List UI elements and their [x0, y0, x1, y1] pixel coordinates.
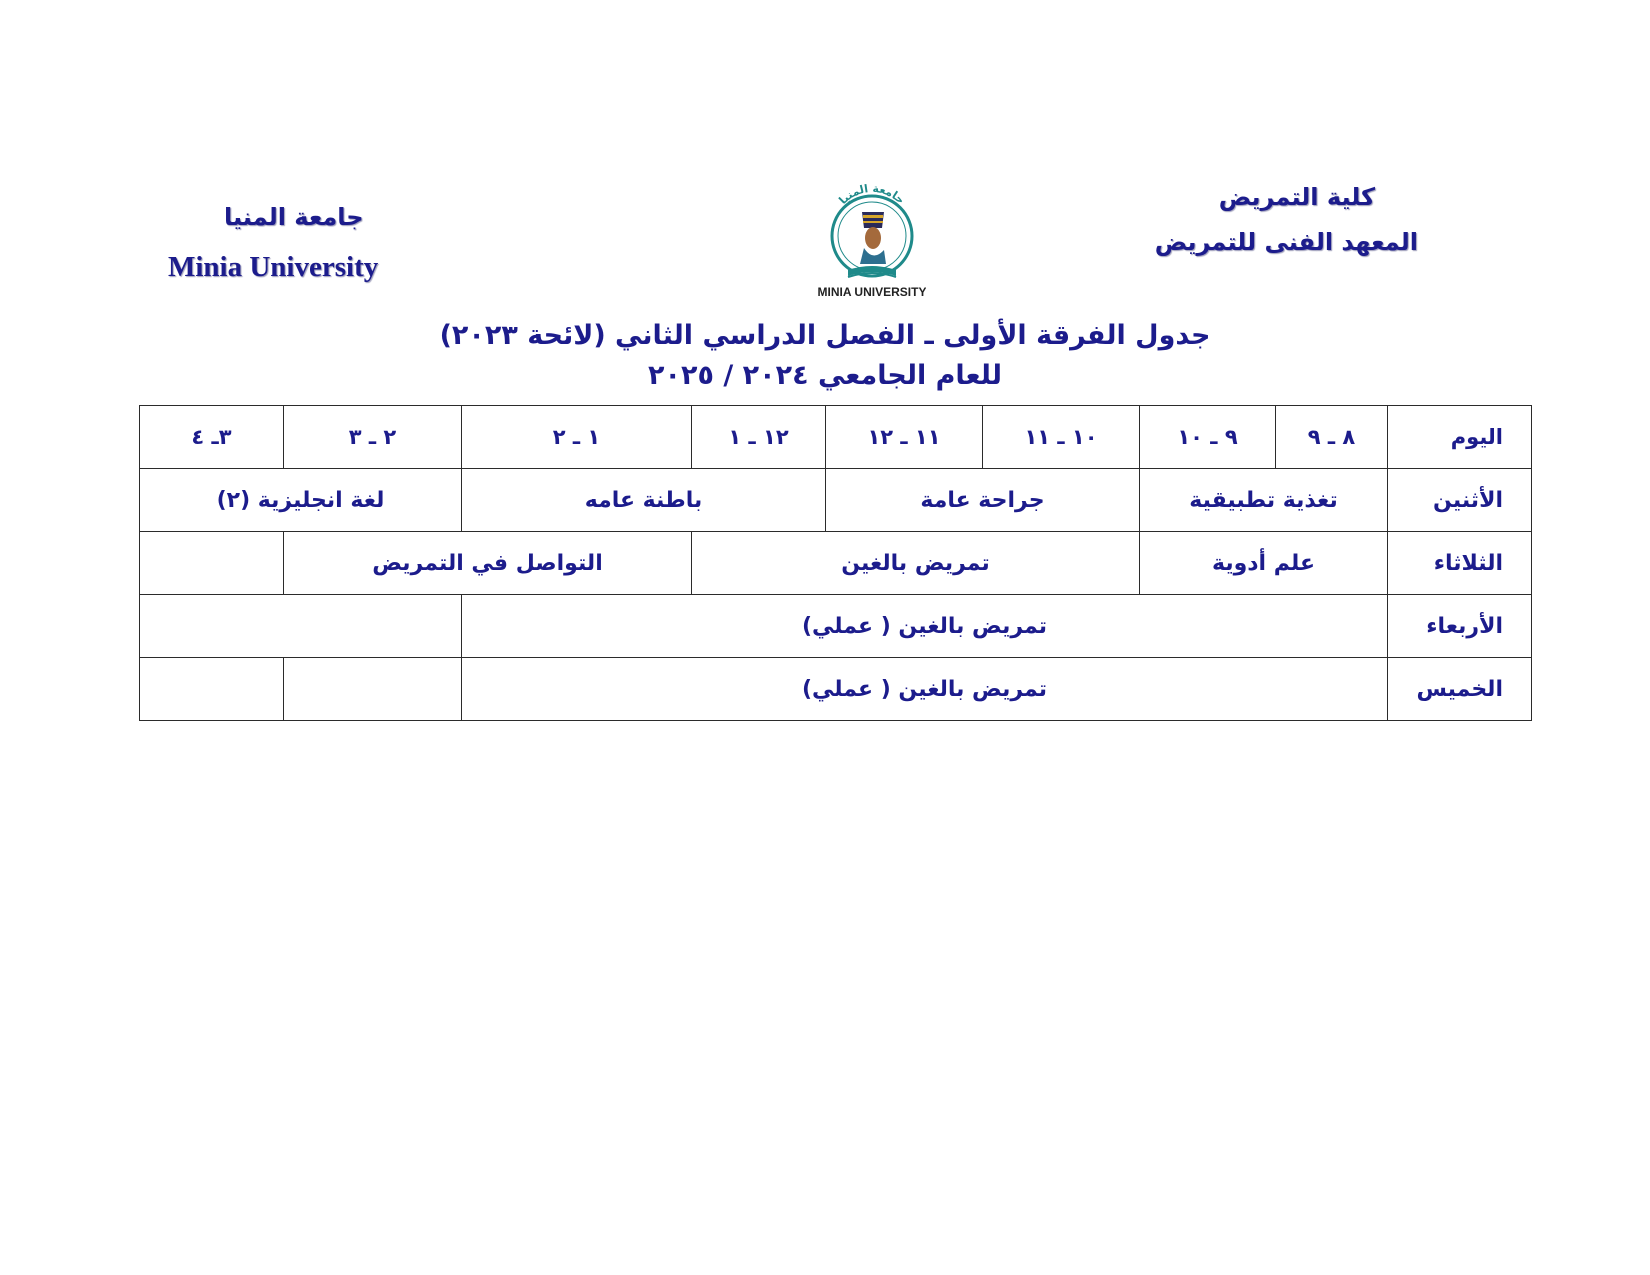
university-logo: [818, 178, 926, 304]
day-header: اليوم: [1388, 406, 1532, 469]
thursday-row: [140, 658, 1532, 721]
class-cell: تمريض بالغين ( عملي): [462, 595, 1388, 658]
university-name-english: Minia University: [168, 251, 379, 283]
slot-header: ٢ ـ ٣: [284, 406, 462, 469]
slot-header: ١١ ـ ١٢: [826, 406, 983, 469]
day-label: الخميس: [1388, 658, 1532, 721]
institute-name: المعهد الفنى للتمريض: [1154, 228, 1418, 256]
class-cell: باطنة عامه: [462, 469, 826, 532]
header-row: [140, 406, 1532, 469]
class-cell: تمريض بالغين ( عملي): [462, 658, 1388, 721]
tuesday-row: [140, 532, 1532, 595]
day-label: الأثنين: [1388, 469, 1532, 532]
class-cell: علم أدوية: [1140, 532, 1388, 595]
class-cell: التواصل في التمريض: [284, 532, 692, 595]
class-cell: جراحة عامة: [826, 469, 1140, 532]
slot-header: ١ ـ ٢: [462, 406, 692, 469]
academic-year: للعام الجامعي ٢٠٢٤ / ٢٠٢٥: [648, 360, 1002, 391]
class-cell: تمريض بالغين: [692, 532, 1140, 595]
empty-cell: [284, 658, 462, 721]
empty-cell: [140, 658, 284, 721]
slot-header: ٨ ـ ٩: [1276, 406, 1388, 469]
logo-english-text: MINIA UNIVERSITY: [818, 285, 926, 299]
university-name-arabic: جامعة المنيا: [224, 203, 364, 231]
class-cell: لغة انجليزية (٢): [140, 469, 462, 532]
slot-header: ٩ ـ ١٠: [1140, 406, 1276, 469]
slot-header: ١٢ ـ ١: [692, 406, 826, 469]
logo-arabic-text: جامعة المنيا: [836, 181, 908, 207]
schedule-title: جدول الفرقة الأولى ـ الفصل الدراسي الثاني (لائحة ٢٠٢٣): [439, 320, 1211, 351]
empty-cell: [140, 595, 462, 658]
class-cell: تغذية تطبيقية: [1140, 469, 1388, 532]
slot-header: ٣ـ ٤: [140, 406, 284, 469]
day-label: الثلاثاء: [1388, 532, 1532, 595]
faculty-name: كلية التمريض: [1218, 183, 1375, 211]
svg-text:جامعة المنيا: [836, 182, 907, 207]
monday-row: [140, 469, 1532, 532]
slot-header: ١٠ ـ ١١: [983, 406, 1140, 469]
schedule-table: [139, 405, 1532, 721]
wednesday-row: [140, 595, 1532, 658]
day-label: الأربعاء: [1388, 595, 1532, 658]
empty-cell: [140, 532, 284, 595]
